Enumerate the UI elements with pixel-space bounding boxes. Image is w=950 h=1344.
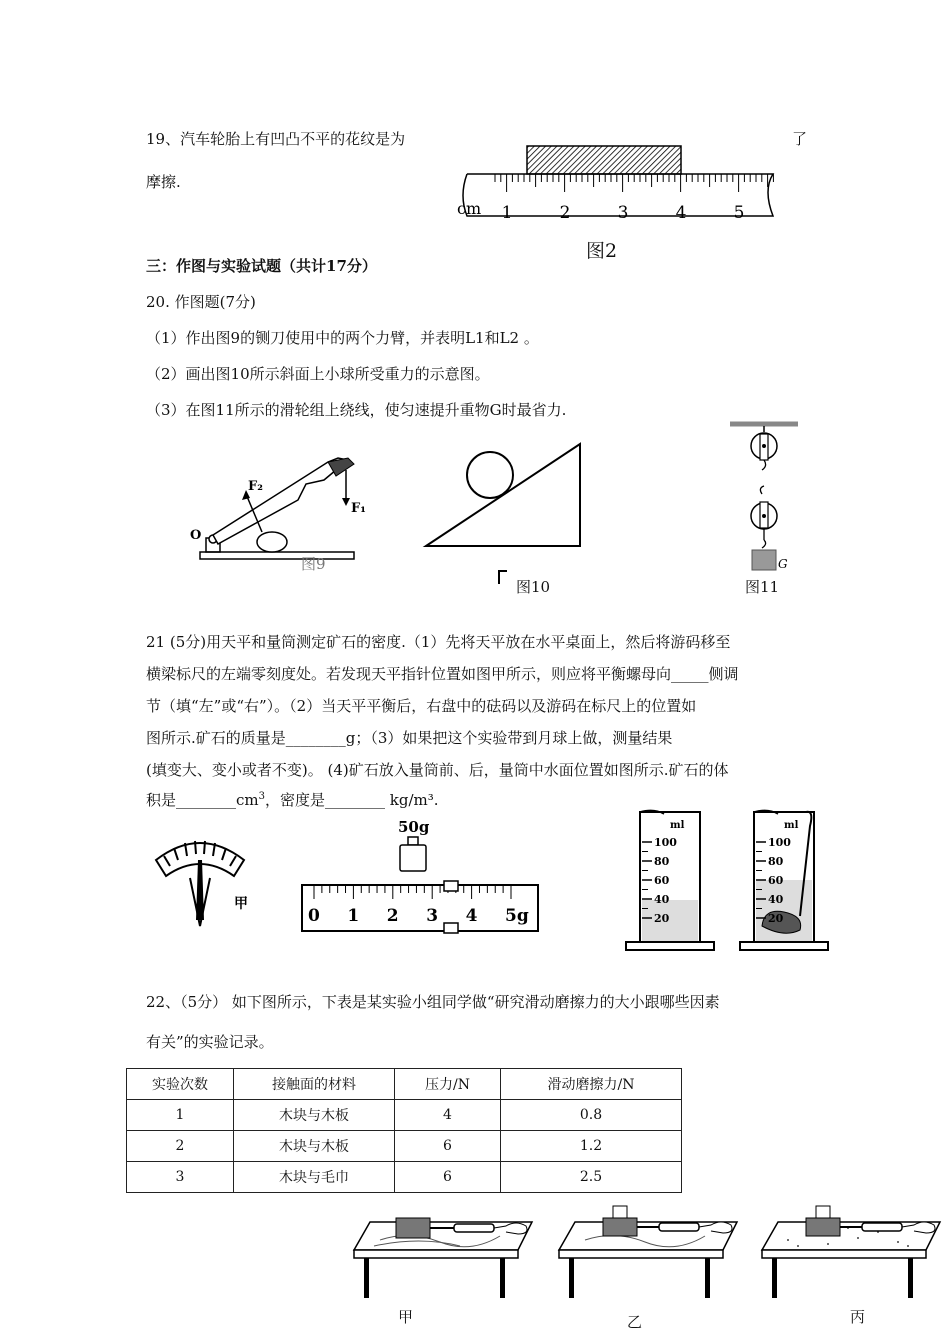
experiment-record-table — [126, 1068, 682, 1193]
q19-text-b: 了 — [792, 130, 808, 148]
q19-text-a: 19、汽车轮胎上有凹凸不平的花纹是为 — [146, 130, 406, 148]
friction-setup-bing — [758, 1196, 948, 1300]
table-header-cell: 压力/N — [395, 1069, 501, 1100]
cylinder-after — [740, 810, 828, 950]
table-cell: 木块与毛巾 — [234, 1162, 395, 1193]
figure-2-caption: 图2 — [586, 240, 618, 262]
fig10-mark — [498, 570, 500, 584]
graduated-cylinders — [624, 808, 844, 952]
ruler-figure-2 — [455, 140, 785, 230]
table-cell: 木块与木板 — [234, 1100, 395, 1131]
caption-jia: 甲 — [398, 1308, 414, 1326]
label-O: O — [190, 528, 202, 543]
table-cell: 6 — [395, 1162, 501, 1193]
cylinder-tick-label: 100 — [768, 836, 791, 849]
table-cell: 4 — [395, 1100, 501, 1131]
q22-line-1: 22、（5分） 如下图所示，下表是某实验小组同学做“研究滑动磨擦力的大小跟哪些因素 — [146, 993, 720, 1011]
fig-label-jia: 甲 — [234, 896, 248, 912]
table-cell: 6 — [395, 1131, 501, 1162]
q22-line-2: 有关”的实验记录。 — [146, 1033, 274, 1051]
weight-label: 50g — [398, 818, 430, 836]
table-cell: 1 — [127, 1100, 234, 1131]
table-row — [127, 1131, 682, 1162]
q21-line-5: (填变大、变小或者不变)。 (4)矿石放入量筒前、后，量筒中水面位置如图所示.矿石的体 — [146, 761, 729, 779]
cyl1-unit: ml — [670, 820, 685, 831]
caption-yi: 乙 — [627, 1313, 643, 1331]
cylinder-tick-label: 100 — [654, 836, 677, 849]
table-row — [127, 1100, 682, 1131]
table-cell: 2 — [127, 1131, 234, 1162]
q20-item-3: （3）在图11所示的滑轮组上绕线，使匀速提升重物G时最省力. — [146, 401, 567, 419]
table-header-cell: 实验次数 — [127, 1069, 234, 1100]
q20-title: 20. 作图题(7分) — [146, 293, 256, 311]
label-F1: F₁ — [351, 501, 366, 516]
cylinder-tick-label: 80 — [654, 855, 670, 868]
balance-pointer-dial — [150, 820, 250, 930]
q21-line-3: 节（填“左”或“右”）。（2）当天平平衡后，右盘中的砝码以及游码在标尺上的位置如 — [146, 697, 697, 715]
cyl2-unit: ml — [784, 820, 799, 831]
table-cell: 2.5 — [501, 1162, 682, 1193]
q21-unit-cm: cm — [236, 791, 259, 809]
q21-line-6b: ，密度是________ kg/m³. — [265, 791, 439, 809]
ruler-number: 4 — [675, 203, 687, 223]
cylinder-tick-label: 60 — [768, 874, 784, 887]
scale-number: 1 — [347, 906, 360, 926]
cylinder-tick-label: 20 — [654, 912, 670, 925]
cylinder-tick-label: 40 — [768, 893, 784, 906]
q21-line-6 — [146, 789, 439, 810]
table-row — [127, 1162, 682, 1193]
caption-bing: 丙 — [850, 1308, 866, 1326]
cylinder-tick-label: 40 — [654, 893, 670, 906]
ruler-number: 2 — [559, 203, 571, 223]
figure-11-pulleys — [730, 418, 810, 570]
label-F2: F₂ — [248, 479, 263, 494]
cylinder-tick-label: 80 — [768, 855, 784, 868]
table-cell: 3 — [127, 1162, 234, 1193]
table-cell: 1.2 — [501, 1131, 682, 1162]
ruler-number: 5 — [733, 203, 745, 223]
q21-line-2: 横梁标尺的左端零刻度处。若发现天平指针位置如图甲所示，则应将平衡螺母向_____侧调 — [146, 665, 739, 683]
friction-setup-yi — [555, 1196, 745, 1300]
cylinder-before — [626, 810, 714, 950]
cylinder-tick-label: 60 — [654, 874, 670, 887]
table-cell: 0.8 — [501, 1100, 682, 1131]
figure-11-caption: 图11 — [745, 578, 780, 596]
q19-text-c: 摩擦. — [146, 173, 181, 191]
figure-10-caption: 图10 — [516, 578, 551, 596]
weight-and-rider-scale — [300, 815, 545, 935]
ruler-number: 3 — [617, 203, 629, 223]
cylinder-tick-label: 20 — [768, 912, 784, 925]
table-header-row — [127, 1069, 682, 1100]
ruler-unit: cm — [457, 199, 482, 218]
label-G: G — [778, 557, 788, 571]
q21-line-1: 21 (5分)用天平和量筒测定矿石的密度.（1）先将天平放在水平桌面上，然后将游码移至 — [146, 633, 731, 651]
q21-unit-sup: 3 — [258, 791, 266, 802]
section-title: 三：作图与实验试题（共计17分） — [146, 257, 377, 275]
table-header-cell: 滑动磨擦力/N — [501, 1069, 682, 1100]
fig10-mark-top — [498, 570, 507, 572]
scale-number: 0 — [308, 906, 320, 926]
scale-number: 5g — [505, 906, 529, 926]
table-cell: 木块与木板 — [234, 1131, 395, 1162]
figure-10-incline — [420, 440, 590, 552]
q20-item-2: （2）画出图10所示斜面上小球所受重力的示意图。 — [146, 365, 490, 383]
friction-setup-jia — [350, 1200, 540, 1300]
scale-number: 3 — [426, 906, 439, 926]
figure-9-guillotine — [188, 440, 368, 575]
figure-9-caption: 图9 — [301, 555, 326, 573]
q21-line-4: 图所示.矿石的质量是________g；（3）如果把这个实验带到月球上做，测量结果 — [146, 729, 673, 747]
q21-line-6a: 积是________ — [146, 791, 237, 809]
ruler-number: 1 — [501, 203, 513, 223]
scale-number: 4 — [465, 906, 478, 926]
q20-item-1: （1）作出图9的铡刀使用中的两个力臂，并表明L1和L2 。 — [146, 329, 539, 347]
table-header-cell: 接触面的材料 — [234, 1069, 395, 1100]
hatched-block — [527, 146, 681, 174]
scale-number: 2 — [386, 906, 399, 926]
